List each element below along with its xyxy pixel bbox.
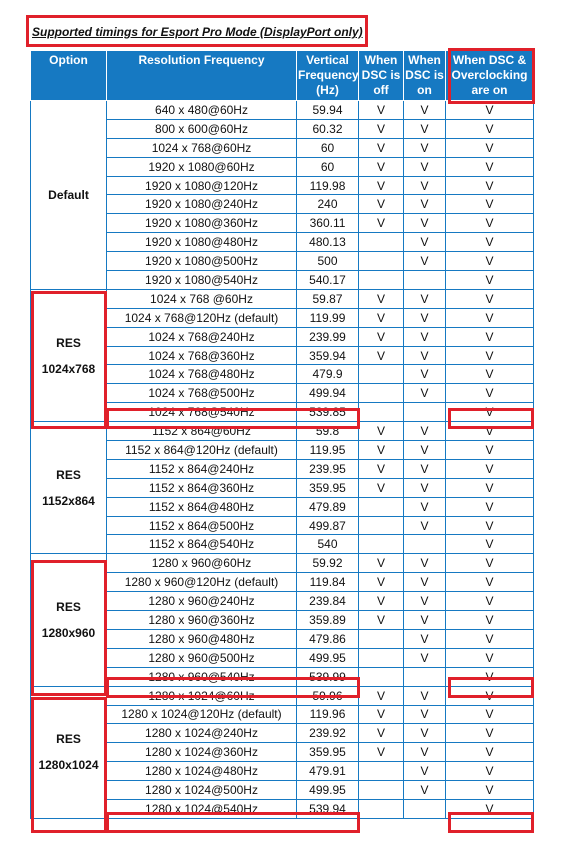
resolution-cell: 1920 x 1080@240Hz — [107, 195, 297, 214]
frequency-cell: 499.95 — [297, 781, 359, 800]
dsc-off-cell — [359, 781, 404, 800]
resolution-cell: 1152 x 864@60Hz — [107, 422, 297, 441]
table-row — [31, 252, 534, 271]
frequency-cell: 240 — [297, 195, 359, 214]
dsc-off-cell: V — [359, 176, 404, 195]
resolution-cell: 1280 x 960@240Hz — [107, 592, 297, 611]
option-label: RES — [56, 335, 81, 350]
header-dsc-off: When DSC is off — [359, 51, 404, 101]
dsc-on-cell: V — [404, 176, 446, 195]
dsc-on-cell: V — [404, 365, 446, 384]
frequency-cell: 119.99 — [297, 308, 359, 327]
resolution-cell: 1280 x 1024@480Hz — [107, 762, 297, 781]
dsc-on-cell: V — [404, 441, 446, 460]
frequency-cell: 540.17 — [297, 271, 359, 290]
frequency-cell: 359.89 — [297, 611, 359, 630]
frequency-cell: 479.9 — [297, 365, 359, 384]
dsc-on-cell: V — [404, 573, 446, 592]
dsc-overclock-cell: V — [446, 724, 534, 743]
resolution-cell: 1280 x 1024@500Hz — [107, 781, 297, 800]
table-row — [31, 497, 534, 516]
highlight-option-1280x960 — [31, 560, 107, 696]
dsc-off-cell: V — [359, 346, 404, 365]
table-row — [31, 478, 534, 497]
dsc-overclock-cell: V — [446, 422, 534, 441]
frequency-cell: 499.94 — [297, 384, 359, 403]
dsc-off-cell: V — [359, 724, 404, 743]
dsc-on-cell: V — [404, 459, 446, 478]
frequency-cell: 119.98 — [297, 176, 359, 195]
dsc-overclock-cell: V — [446, 743, 534, 762]
dsc-off-cell: V — [359, 327, 404, 346]
dsc-off-cell: V — [359, 308, 404, 327]
frequency-cell: 479.86 — [297, 629, 359, 648]
dsc-off-cell — [359, 799, 404, 818]
dsc-on-cell: V — [404, 252, 446, 271]
frequency-cell: 59.94 — [297, 101, 359, 120]
dsc-overclock-cell: V — [446, 176, 534, 195]
dsc-on-cell: V — [404, 648, 446, 667]
frequency-cell: 59.8 — [297, 422, 359, 441]
dsc-on-cell — [404, 799, 446, 818]
dsc-off-cell — [359, 516, 404, 535]
table-row — [31, 176, 534, 195]
table-row — [31, 441, 534, 460]
table-row — [31, 119, 534, 138]
frequency-cell: 60 — [297, 138, 359, 157]
dsc-on-cell: V — [404, 233, 446, 252]
dsc-overclock-cell: V — [446, 573, 534, 592]
dsc-on-cell: V — [404, 119, 446, 138]
resolution-cell: 1280 x 1024@240Hz — [107, 724, 297, 743]
frequency-cell: 360.11 — [297, 214, 359, 233]
frequency-cell: 119.96 — [297, 705, 359, 724]
dsc-off-cell — [359, 403, 404, 422]
dsc-off-cell — [359, 667, 404, 686]
resolution-cell: 1024 x 768@540Hz — [107, 403, 297, 422]
resolution-cell: 1024 x 768@60Hz — [107, 138, 297, 157]
table-row — [31, 138, 534, 157]
dsc-overclock-cell: V — [446, 384, 534, 403]
table-row — [31, 516, 534, 535]
option-label: RES — [56, 732, 81, 747]
dsc-on-cell: V — [404, 289, 446, 308]
resolution-cell: 1280 x 960@500Hz — [107, 648, 297, 667]
dsc-on-cell: V — [404, 214, 446, 233]
header-option: Option — [31, 51, 107, 101]
table-row — [31, 271, 534, 290]
highlight-header-dsc-overclocking — [448, 48, 535, 104]
table-row — [31, 535, 534, 554]
frequency-cell: 500 — [297, 252, 359, 271]
dsc-off-cell: V — [359, 138, 404, 157]
dsc-overclock-cell: V — [446, 497, 534, 516]
dsc-overclock-cell: V — [446, 478, 534, 497]
highlight-cell-1024x768-540hz — [448, 408, 534, 429]
dsc-off-cell — [359, 629, 404, 648]
dsc-off-cell — [359, 365, 404, 384]
dsc-off-cell — [359, 233, 404, 252]
header-vertical-frequency: Vertical Frequency (Hz) — [297, 51, 359, 101]
header-dsc-on: When DSC is on — [404, 51, 446, 101]
resolution-cell: 1152 x 864@500Hz — [107, 516, 297, 535]
dsc-off-cell — [359, 535, 404, 554]
dsc-off-cell — [359, 271, 404, 290]
dsc-on-cell: V — [404, 327, 446, 346]
resolution-cell: 1024 x 768@480Hz — [107, 365, 297, 384]
option-label: Default — [48, 187, 89, 202]
dsc-off-cell: V — [359, 119, 404, 138]
option-label: RES — [56, 599, 81, 614]
resolution-cell: 1024 x 768 @60Hz — [107, 289, 297, 308]
option-cell — [31, 101, 107, 290]
dsc-off-cell: V — [359, 743, 404, 762]
dsc-overclock-cell: V — [446, 308, 534, 327]
dsc-overclock-cell: V — [446, 195, 534, 214]
dsc-on-cell: V — [404, 781, 446, 800]
dsc-overclock-cell: V — [446, 667, 534, 686]
dsc-on-cell: V — [404, 195, 446, 214]
resolution-cell: 640 x 480@60Hz — [107, 101, 297, 120]
frequency-cell: 60.32 — [297, 119, 359, 138]
dsc-overclock-cell: V — [446, 365, 534, 384]
dsc-on-cell: V — [404, 478, 446, 497]
dsc-overclock-cell: V — [446, 138, 534, 157]
dsc-on-cell: V — [404, 101, 446, 120]
resolution-cell: 800 x 600@60Hz — [107, 119, 297, 138]
dsc-on-cell — [404, 403, 446, 422]
dsc-off-cell: V — [359, 214, 404, 233]
resolution-cell: 1280 x 960@360Hz — [107, 611, 297, 630]
dsc-overclock-cell: V — [446, 611, 534, 630]
dsc-overclock-cell: V — [446, 441, 534, 460]
dsc-off-cell: V — [359, 705, 404, 724]
dsc-overclock-cell: V — [446, 629, 534, 648]
frequency-cell: 499.95 — [297, 648, 359, 667]
resolution-cell: 1152 x 864@120Hz (default) — [107, 441, 297, 460]
dsc-off-cell: V — [359, 441, 404, 460]
dsc-off-cell — [359, 762, 404, 781]
highlight-option-1280x1024 — [31, 697, 107, 833]
resolution-cell: 1280 x 1024@120Hz (default) — [107, 705, 297, 724]
table-row — [31, 214, 534, 233]
frequency-cell: 539.94 — [297, 799, 359, 818]
resolution-cell: 1024 x 768@500Hz — [107, 384, 297, 403]
option-label: 1280x1024 — [38, 758, 99, 773]
highlight-row-1280x1024-540hz — [106, 812, 360, 833]
dsc-off-cell: V — [359, 422, 404, 441]
dsc-off-cell: V — [359, 554, 404, 573]
page-title: Supported timings for Esport Pro Mode (DisplayPort only) — [32, 25, 363, 39]
table-row — [31, 195, 534, 214]
dsc-overclock-cell: V — [446, 233, 534, 252]
dsc-off-cell: V — [359, 195, 404, 214]
dsc-off-cell — [359, 384, 404, 403]
dsc-overclock-cell: V — [446, 554, 534, 573]
dsc-overclock-cell: V — [446, 781, 534, 800]
resolution-cell: 1024 x 768@360Hz — [107, 346, 297, 365]
dsc-on-cell: V — [404, 384, 446, 403]
dsc-on-cell: V — [404, 592, 446, 611]
resolution-cell: 1024 x 768@240Hz — [107, 327, 297, 346]
dsc-on-cell: V — [404, 497, 446, 516]
dsc-on-cell: V — [404, 705, 446, 724]
frequency-cell: 540 — [297, 535, 359, 554]
dsc-overclock-cell: V — [446, 403, 534, 422]
frequency-cell: 359.95 — [297, 478, 359, 497]
frequency-cell: 539.85 — [297, 403, 359, 422]
frequency-cell: 59.87 — [297, 289, 359, 308]
dsc-on-cell: V — [404, 686, 446, 705]
dsc-off-cell: V — [359, 686, 404, 705]
resolution-cell: 1280 x 1024@540Hz — [107, 799, 297, 818]
resolution-cell: 1152 x 864@480Hz — [107, 497, 297, 516]
frequency-cell: 239.92 — [297, 724, 359, 743]
option-cell — [31, 422, 107, 554]
frequency-cell: 479.89 — [297, 497, 359, 516]
resolution-cell: 1152 x 864@360Hz — [107, 478, 297, 497]
dsc-on-cell — [404, 535, 446, 554]
dsc-overclock-cell: V — [446, 289, 534, 308]
dsc-overclock-cell: V — [446, 327, 534, 346]
resolution-cell: 1920 x 1080@480Hz — [107, 233, 297, 252]
dsc-overclock-cell: V — [446, 346, 534, 365]
dsc-overclock-cell: V — [446, 705, 534, 724]
frequency-cell: 479.91 — [297, 762, 359, 781]
resolution-cell: 1920 x 1080@60Hz — [107, 157, 297, 176]
dsc-overclock-cell: V — [446, 762, 534, 781]
dsc-off-cell — [359, 252, 404, 271]
highlight-cell-1280x960-540hz — [448, 677, 534, 698]
dsc-on-cell: V — [404, 762, 446, 781]
resolution-cell: 1152 x 864@540Hz — [107, 535, 297, 554]
resolution-cell: 1280 x 1024@360Hz — [107, 743, 297, 762]
resolution-cell: 1920 x 1080@120Hz — [107, 176, 297, 195]
dsc-on-cell: V — [404, 516, 446, 535]
dsc-overclock-cell: V — [446, 686, 534, 705]
dsc-on-cell — [404, 667, 446, 686]
dsc-off-cell: V — [359, 573, 404, 592]
resolution-cell: 1024 x 768@120Hz (default) — [107, 308, 297, 327]
dsc-off-cell: V — [359, 478, 404, 497]
dsc-overclock-cell: V — [446, 271, 534, 290]
resolution-cell: 1280 x 1024@60Hz — [107, 686, 297, 705]
dsc-on-cell: V — [404, 743, 446, 762]
frequency-cell: 539.99 — [297, 667, 359, 686]
highlight-cell-1280x1024-540hz — [448, 812, 534, 833]
frequency-cell: 359.94 — [297, 346, 359, 365]
option-label: RES — [56, 467, 81, 482]
dsc-overclock-cell: V — [446, 648, 534, 667]
dsc-on-cell: V — [404, 346, 446, 365]
frequency-cell: 480.13 — [297, 233, 359, 252]
dsc-on-cell: V — [404, 308, 446, 327]
dsc-overclock-cell: V — [446, 157, 534, 176]
dsc-on-cell: V — [404, 138, 446, 157]
dsc-overclock-cell: V — [446, 535, 534, 554]
frequency-cell: 119.84 — [297, 573, 359, 592]
resolution-cell: 1280 x 960@120Hz (default) — [107, 573, 297, 592]
dsc-off-cell: V — [359, 592, 404, 611]
frequency-cell: 239.95 — [297, 459, 359, 478]
resolution-cell: 1920 x 1080@540Hz — [107, 271, 297, 290]
frequency-cell: 59.96 — [297, 686, 359, 705]
dsc-on-cell: V — [404, 611, 446, 630]
dsc-overclock-cell: V — [446, 799, 534, 818]
dsc-on-cell: V — [404, 554, 446, 573]
dsc-on-cell: V — [404, 724, 446, 743]
dsc-off-cell: V — [359, 157, 404, 176]
dsc-off-cell — [359, 497, 404, 516]
frequency-cell: 59.92 — [297, 554, 359, 573]
highlight-row-1024x768-540hz — [106, 408, 360, 429]
dsc-on-cell: V — [404, 157, 446, 176]
resolution-cell: 1920 x 1080@500Hz — [107, 252, 297, 271]
frequency-cell: 499.87 — [297, 516, 359, 535]
dsc-off-cell: V — [359, 611, 404, 630]
dsc-off-cell — [359, 648, 404, 667]
highlight-option-1024x768 — [31, 291, 107, 429]
frequency-cell: 239.99 — [297, 327, 359, 346]
frequency-cell: 239.84 — [297, 592, 359, 611]
table-row — [31, 459, 534, 478]
dsc-overclock-cell: V — [446, 592, 534, 611]
frequency-cell: 60 — [297, 157, 359, 176]
highlight-title — [26, 15, 368, 47]
dsc-overclock-cell: V — [446, 252, 534, 271]
resolution-cell: 1280 x 960@60Hz — [107, 554, 297, 573]
table-row — [31, 233, 534, 252]
highlight-row-1280x960-540hz — [106, 677, 360, 698]
option-label: 1152x864 — [42, 493, 95, 508]
dsc-on-cell: V — [404, 422, 446, 441]
option-label: 1280x960 — [41, 625, 96, 640]
header-dsc-overclocking-on: When DSC & Overclocking are on — [446, 51, 534, 101]
dsc-overclock-cell: V — [446, 214, 534, 233]
header-resolution-frequency: Resolution Frequency — [107, 51, 297, 101]
dsc-overclock-cell: V — [446, 119, 534, 138]
table-row — [31, 157, 534, 176]
dsc-overclock-cell: V — [446, 101, 534, 120]
dsc-on-cell — [404, 271, 446, 290]
dsc-overclock-cell: V — [446, 459, 534, 478]
dsc-overclock-cell: V — [446, 516, 534, 535]
frequency-cell: 359.95 — [297, 743, 359, 762]
resolution-cell: 1280 x 960@480Hz — [107, 629, 297, 648]
dsc-off-cell: V — [359, 289, 404, 308]
resolution-cell: 1152 x 864@240Hz — [107, 459, 297, 478]
dsc-off-cell: V — [359, 101, 404, 120]
dsc-on-cell: V — [404, 629, 446, 648]
resolution-cell: 1920 x 1080@360Hz — [107, 214, 297, 233]
frequency-cell: 119.95 — [297, 441, 359, 460]
dsc-off-cell: V — [359, 459, 404, 478]
resolution-cell: 1280 x 960@540Hz — [107, 667, 297, 686]
option-label: 1024x768 — [41, 361, 96, 376]
